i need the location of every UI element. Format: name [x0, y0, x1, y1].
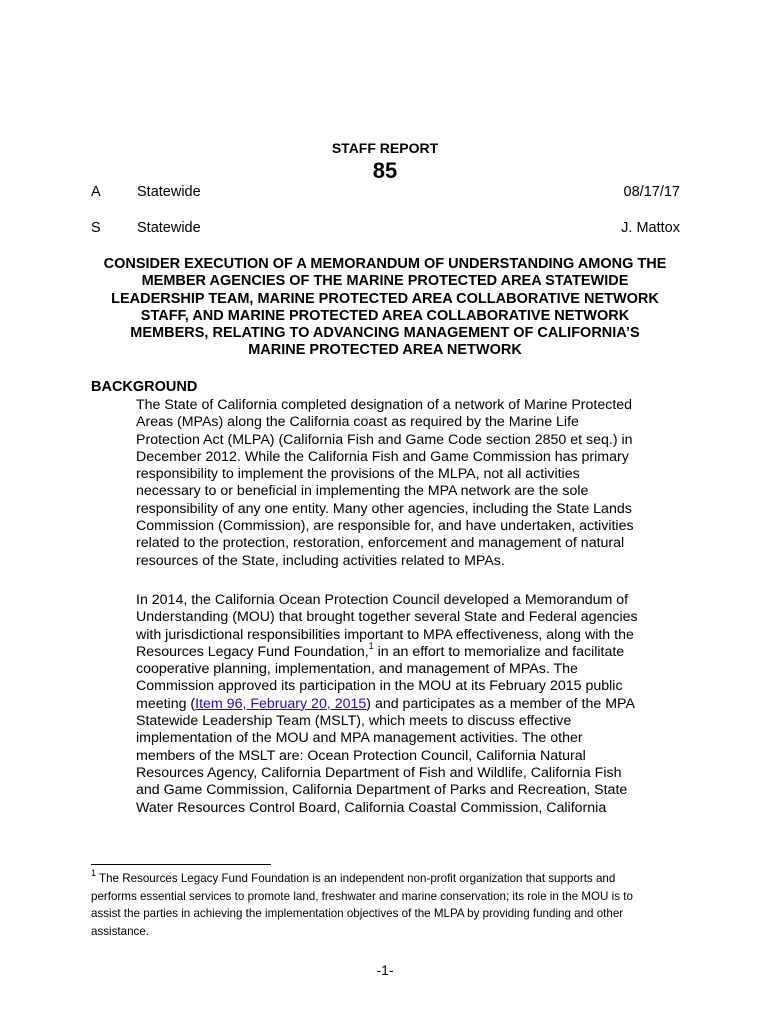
paragraph-line: Areas (MPAs) along the California coast as required by the Marine Life — [136, 414, 579, 431]
paragraph-line: Commission (Commission), are responsible for, and have undertaken, activities — [136, 518, 634, 535]
paragraph-line: implementation of the MOU and MPA management activities. The other — [136, 730, 583, 747]
meta-location: Statewide — [137, 220, 201, 236]
paragraph-line: cooperative planning, implementation, and management of MPAs. The — [136, 661, 578, 678]
heading-line: MARINE PROTECTED AREA NETWORK — [248, 342, 522, 359]
footnote-marker: 1 — [91, 868, 97, 879]
paragraph-line: Commission approved its participation in the MOU at its February 2015 public — [136, 678, 623, 695]
heading-line: STAFF, AND MARINE PROTECTED AREA COLLABORATIVE NETWORK — [140, 307, 630, 324]
heading-line: MEMBERS, RELATING TO ADVANCING MANAGEMENT OF CALIFORNIA’S — [130, 325, 640, 342]
paragraph-line: Protection Act (MLPA) (California Fish and Game Code section 2850 et seq.) in — [136, 431, 633, 448]
footnote-line: performs essential services to promote land, freshwater and marine conservation; its role in the MOU is to — [91, 889, 633, 903]
paragraph-line: Understanding (MOU) that brought together several State and Federal agencies — [136, 609, 638, 626]
paragraph-line: responsibility of any one entity. Many other agencies, including the State Lands — [136, 500, 632, 517]
paragraph-line: Water Resources Control Board, California Coastal Commission, California — [136, 799, 607, 816]
text-run: in an effort to memorialize and facilitate — [373, 643, 625, 660]
meta-location: Statewide — [137, 184, 201, 200]
paragraph-line: resources of the State, including activities related to MPAs. — [136, 552, 505, 569]
paragraph-line: members of the MSLT are: Ocean Protection Council, California Natural — [136, 747, 586, 764]
text-run: ) and participates as a member of the MPA — [366, 695, 635, 712]
footnote-line — [91, 870, 686, 888]
page-number: -1- — [376, 962, 394, 978]
background-paragraph-1 — [136, 397, 682, 570]
paragraph-line: related to the protection, restoration, enforcement and management of natural — [136, 535, 625, 552]
item-96-link[interactable]: Item 96, February 20, 2015 — [195, 695, 367, 712]
footnote — [91, 870, 686, 940]
heading-line: LEADERSHIP TEAM, MARINE PROTECTED AREA COLLABORATIVE NETWORK — [111, 290, 659, 307]
heading-line: MEMBER AGENCIES OF THE MARINE PROTECTED AREA STATEWIDE — [141, 273, 629, 290]
paragraph-line: December 2012. While the California Fish and Game Commission has primary — [136, 448, 629, 465]
footnote-line: assist the parties in achieving the implementation objectives of the MLPA by providing funding and other — [91, 907, 624, 921]
paragraph-line: with jurisdictional responsibilities important to MPA effectiveness, along with the — [136, 626, 634, 643]
meta-code: A — [91, 184, 101, 200]
footnote-reference[interactable]: 1 — [368, 641, 374, 652]
meta-code: S — [91, 220, 101, 236]
report-title: STAFF REPORT — [331, 140, 439, 156]
paragraph-line: In 2014, the California Ocean Protection Council developed a Memorandum of — [136, 592, 629, 608]
paragraph-line: responsibility to implement the provisions of the MLPA, not all activities — [136, 466, 580, 483]
report-number: 85 — [372, 158, 398, 183]
meta-row-a — [91, 184, 680, 204]
background-paragraph-2 — [136, 592, 682, 817]
paragraph-line: and Game Commission, California Department of Parks and Recreation, State — [136, 782, 628, 799]
text-run: The Resources Legacy Fund Foundation is an independent non-profit organization that supports and — [96, 872, 616, 885]
paragraph-line: Resources Agency, California Department of Fish and Wildlife, California Fish — [136, 764, 622, 781]
report-heading — [88, 256, 682, 360]
footnote-line: assistance. — [91, 924, 149, 938]
paragraph-line: necessary to or beneficial in implementing the MPA network are the sole — [136, 483, 589, 500]
meta-date: 08/17/17 — [623, 184, 680, 200]
paragraph-line: The State of California completed designation of a network of Marine Protected — [136, 397, 633, 413]
heading-line: CONSIDER EXECUTION OF A MEMORANDUM OF UNDERSTANDING AMONG THE — [103, 256, 667, 272]
paragraph-line — [136, 641, 682, 661]
footnote-divider — [91, 864, 271, 865]
meta-staff: J. Mattox — [621, 220, 680, 236]
meta-row-s — [91, 220, 680, 240]
text-run: Resources Legacy Fund Foundation, — [136, 643, 369, 660]
text-run: meeting ( — [136, 695, 196, 712]
background-title: BACKGROUND — [91, 379, 198, 395]
paragraph-line — [136, 696, 682, 713]
paragraph-line: Statewide Leadership Team (MSLT), which meets to discuss effective — [136, 713, 572, 730]
